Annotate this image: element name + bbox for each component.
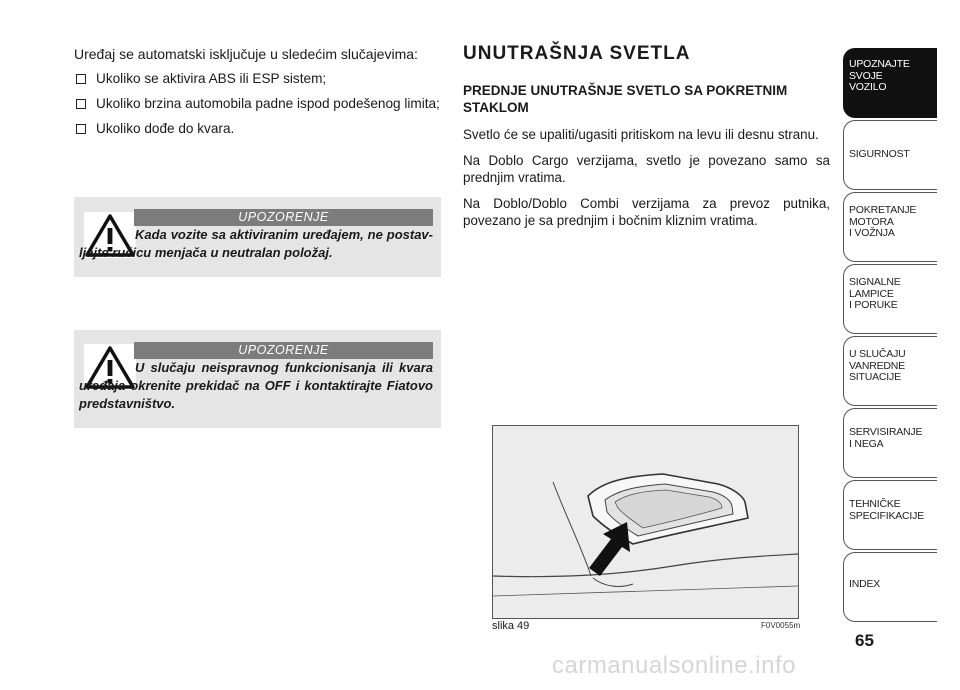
checkbox-bullet-icon	[76, 99, 86, 109]
tab-index[interactable]: INDEX	[843, 552, 937, 622]
warning-heading: UPOZORENJE	[134, 209, 433, 226]
warning-box-1	[74, 197, 441, 277]
checkbox-bullet-icon	[76, 124, 86, 134]
tab-sigurnost[interactable]: SIGURNOST	[843, 120, 937, 190]
section-title: UNUTRAŠNJA SVETLA	[463, 43, 691, 64]
list-item: Ukoliko brzina automobila padne ispod podešenog limita;	[74, 95, 446, 112]
paragraph: Svetlo će se upaliti/ugasiti pritiskom na levu ili desnu stranu.	[463, 127, 819, 142]
tab-upoznajte-svoje-vozilo[interactable]: UPOZNAJTE SVOJE VOZILO	[843, 48, 937, 118]
figure-code: F0V0055m	[761, 621, 801, 630]
warning-box-2	[74, 330, 441, 428]
warning-text: Kada vozite sa aktiviranim uređajem, ne postav-ljajte ručicu menjača u neutralan položaj.	[79, 227, 433, 260]
figure-ceiling-light	[492, 425, 799, 619]
paragraph: Na Doblo/Doblo Combi verzijama za prevoz putnika, povezano je sa prednjim i bočnim kliznim vratima.	[463, 196, 830, 228]
warning-text: U slučaju neispravnog funkcionisanja ili kvara uređaja okrenite prekidač na OFF i kontaktirajte Fiatovo predstavništvo.	[79, 360, 433, 411]
tab-servisiranje-i-nega[interactable]: SERVISIRANJE I NEGA	[843, 408, 937, 478]
list-item: Ukoliko se aktivira ABS ili ESP sistem;	[74, 70, 446, 87]
figure-caption: slika 49	[492, 620, 530, 632]
tab-signalne-lampice[interactable]: SIGNALNE LAMPICE I PORUKE	[843, 264, 937, 334]
tab-tehnicke-specifikacije[interactable]: TEHNIČKE SPECIFIKACIJE	[843, 480, 937, 550]
paragraph: Na Doblo Cargo verzijama, svetlo je povezano samo sa prednjim vratima.	[463, 153, 830, 185]
intro-text: Uređaj se automatski isključuje u sledećim slučajevima:	[74, 46, 418, 62]
tab-u-slucaju-vanredne-situacije[interactable]: U SLUČAJU VANREDNE SITUACIJE	[843, 336, 937, 406]
bullet-list	[74, 70, 446, 145]
watermark: carmanualsonline.info	[552, 652, 796, 679]
ceiling-light-illustration	[493, 426, 798, 618]
page-number: 65	[855, 631, 874, 650]
checkbox-bullet-icon	[76, 74, 86, 84]
warning-heading: UPOZORENJE	[134, 342, 433, 359]
list-item: Ukoliko dođe do kvara.	[74, 120, 446, 137]
section-subtitle: PREDNJE UNUTRAŠNJE SVETLO SA POKRETNIM STAKLOM	[463, 83, 788, 115]
tab-pokretanje-motora[interactable]: POKRETANJE MOTORA I VOŽNJA	[843, 192, 937, 262]
